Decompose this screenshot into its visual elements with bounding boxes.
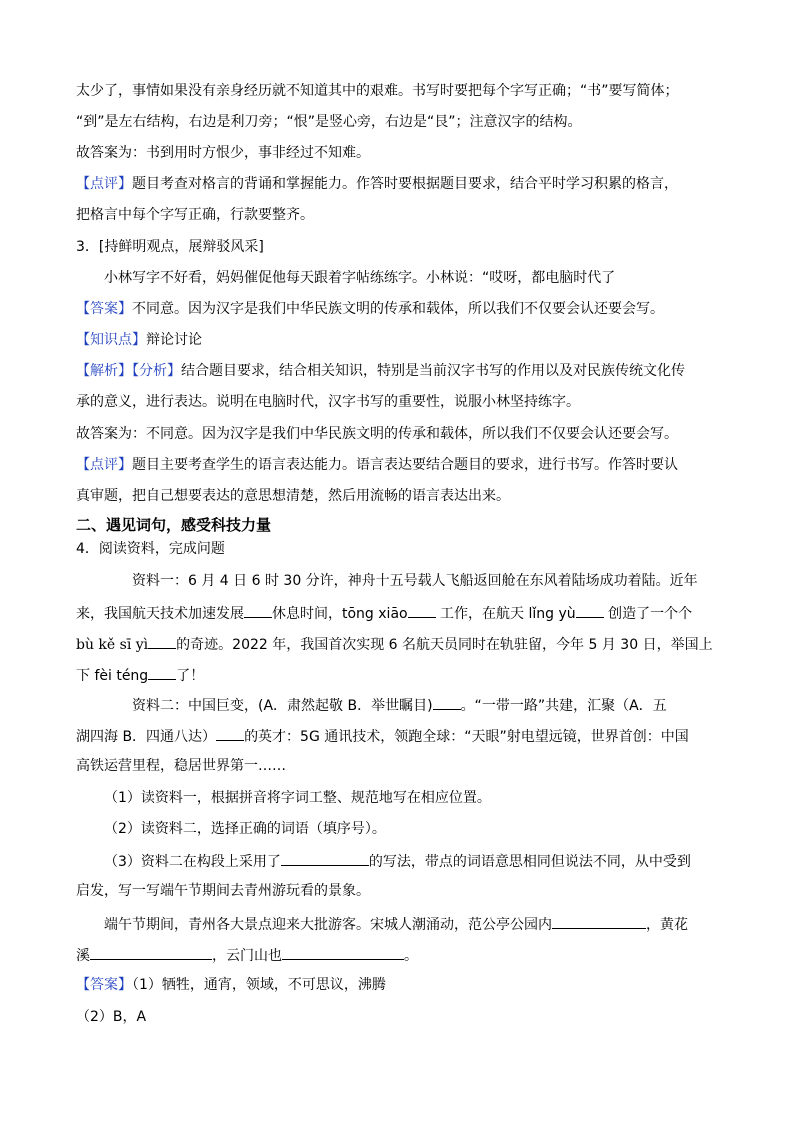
comment-tag: 【点评】 [76, 176, 132, 192]
sub-question: （3）资料二在构段上采用了 的写法，带点的词语意思相同但说法不同，从中受到 [104, 850, 691, 872]
text-line: 承的意义，进行表达。说明在电脑时代，汉字书写的重要性，说服小林坚持练字。 [76, 394, 580, 410]
knowledge-tag: 【知识点】 [76, 332, 146, 348]
answer-blank[interactable] [148, 633, 176, 649]
comment-line: 【点评】题目主要考查学生的语言表达能力。语言表达要结合题目的要求，进行书写。作答时要认 [76, 457, 678, 473]
question-title: 3．[持鲜明观点，展辩驳风采] [76, 239, 264, 255]
answer-blank[interactable] [281, 850, 369, 866]
text-line: 启发，写一写端午节期间去青州游玩看的景象。 [76, 883, 370, 899]
comment-tag: 【点评】 [76, 457, 132, 473]
answer-line: 【答案】（1）牺牲，通宵，领域，不可思议，沸腾 [76, 977, 386, 993]
question-title: 4．阅读资料，完成问题 [76, 541, 225, 557]
answer-line: （2）B，A [76, 1009, 147, 1025]
knowledge-line: 【知识点】辩论讨论 [76, 332, 202, 348]
answer-line: 故答案为：不同意。因为汉字是我们中华民族文明的传承和载体，所以我们不仅要会认还要会写。 [76, 426, 678, 442]
writing-line: 端午节期间，青州各大景点迎来大批游客。宋城人潮涌动，范公亭公园内 ，黄花 [104, 913, 688, 935]
answer-blank[interactable] [282, 944, 404, 960]
material-line: bù kě sī yì 的奇迹。2022 年，我国首次实现 6 名航天员同时在轨驻留，今年 5 月 30 日，举国上 [76, 633, 713, 655]
text-line: “到”是左右结构，右边是利刀旁；“恨”是竖心旁，右边是“艮”；注意汉字的结构。 [76, 114, 582, 130]
text-line: 太少了，事情如果没有亲身经历就不知道其中的艰难。书写时要把每个字写正确；“书”要写简体； [76, 83, 679, 99]
answer-blank[interactable] [244, 602, 272, 618]
answer-blank[interactable] [433, 694, 461, 710]
writing-line: 溪 ，云门山也 。 [76, 944, 418, 966]
answer-line: 故答案为：书到用时方恨少，事非经过不知难。 [76, 145, 370, 161]
section-heading: 二、遇见词句，感受科技力量 [76, 516, 272, 534]
material-line: 湖四海 B．四通八达） 的英才：5G 通讯技术，领跑全球：“天眼”射电望远镜，世界首创：中国 [76, 725, 689, 747]
answer-line: 【答案】不同意。因为汉字是我们中华民族文明的传承和载体，所以我们不仅要会认还要会写。 [76, 301, 664, 317]
answer-blank[interactable] [576, 602, 604, 618]
analysis-line: 【解析】【分析】结合题目要求，结合相关知识，特别是当前汉字书写的作用以及对民族传统文化传 [76, 363, 685, 379]
answer-blank[interactable] [90, 944, 212, 960]
material-line: 来，我国航天技术加速发展 休息时间，tōng xiāo 工作，在航天 lǐng yù 创造了一个个 [76, 602, 692, 624]
analysis-tag: 【解析】【分析】 [76, 363, 181, 379]
answer-blank[interactable] [552, 913, 646, 929]
material-line: 下 fèi téng 了！ [76, 664, 204, 686]
answer-blank[interactable] [408, 602, 436, 618]
material-line: 资料二：中国巨变，(A．肃然起敬 B．举世瞩目) 。“一带一路”共建，汇聚（A．五 [132, 694, 667, 716]
comment-line: 【点评】题目考查对格言的背诵和掌握能力。作答时要根据题目要求，结合平时学习积累的格言， [76, 176, 678, 192]
answer-blank[interactable] [216, 725, 244, 741]
sub-question: （1）读资料一，根据拼音将字词工整、规范地写在相应位置。 [104, 790, 491, 806]
material-line: 资料一：6 月 4 日 6 时 30 分许，神舟十五号载人飞船返回舱在东风着陆场成功着陆。近年 [132, 573, 698, 589]
answer-tag: 【答案】 [76, 301, 132, 317]
text-line: 把格言中每个字写正确，行款要整齐。 [76, 207, 314, 223]
answer-blank[interactable] [148, 664, 176, 680]
text-line: 真审题，把自己想要表达的意思想清楚，然后用流畅的语言表达出来。 [76, 488, 510, 504]
material-line: 高铁运营里程，稳居世界第一…… [76, 758, 286, 774]
sub-question: （2）读资料二，选择正确的词语（填序号）。 [104, 821, 386, 837]
answer-tag: 【答案】 [76, 977, 132, 993]
question-text: 小林写字不好看，妈妈催促他每天跟着字帖练练字。小林说：“哎呀，都电脑时代了 [104, 270, 616, 286]
